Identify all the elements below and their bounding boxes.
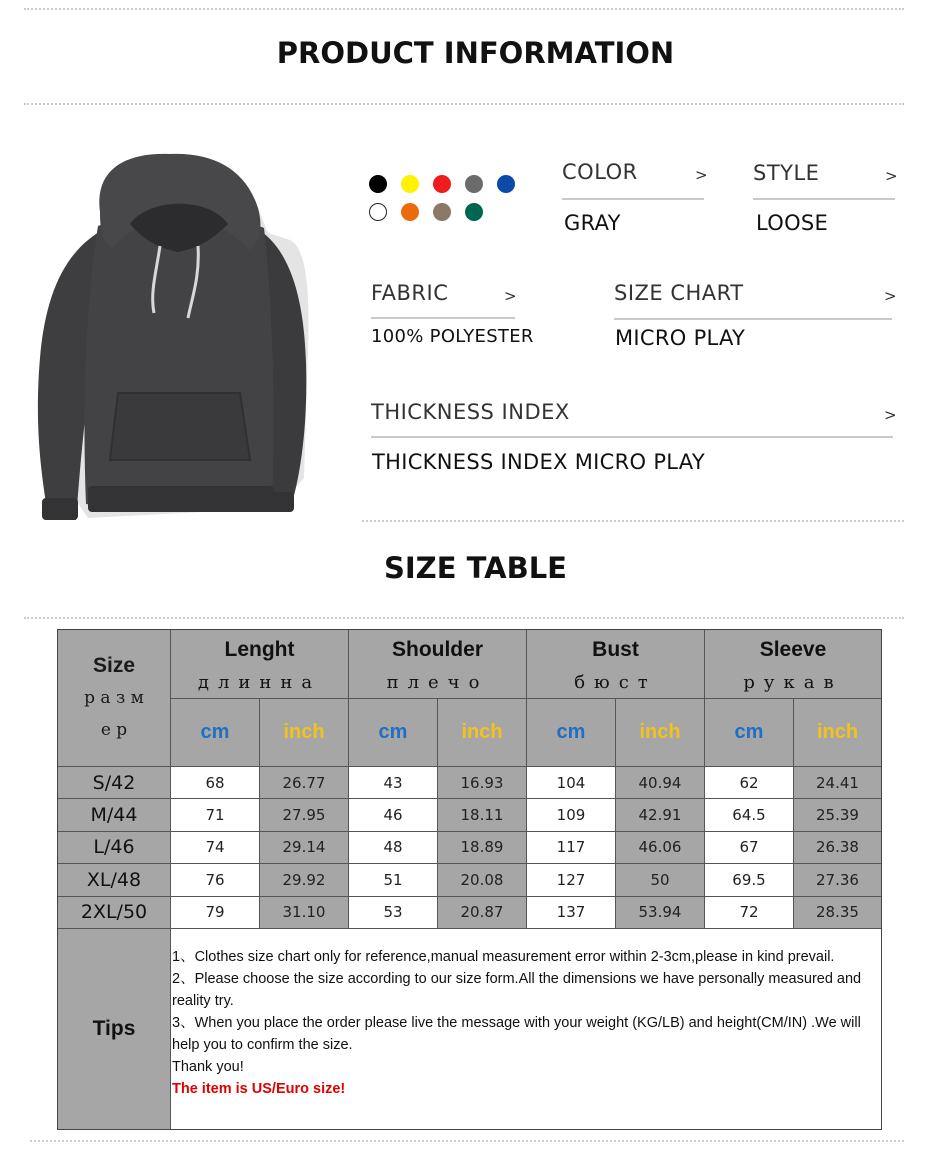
table-cell: 79 xyxy=(171,897,260,929)
divider xyxy=(753,198,895,200)
table-cell: 20.08 xyxy=(438,864,527,896)
table-cell: 46 xyxy=(349,799,438,831)
divider xyxy=(24,617,904,619)
chevron-right-icon: > xyxy=(884,287,897,305)
tips-line: Thank you! xyxy=(172,1059,244,1075)
size-table-title: SIZE TABLE xyxy=(384,551,567,585)
swatch-gray[interactable] xyxy=(465,175,483,193)
size-cell: 2XL/50 xyxy=(58,897,171,929)
swatch-brown[interactable] xyxy=(433,203,451,221)
group-header: Lenght длинна xyxy=(171,630,349,699)
group-header: Shoulder плечо xyxy=(349,630,527,699)
table-cell: 62 xyxy=(705,767,794,799)
product-image xyxy=(28,148,318,538)
tips-label: Tips xyxy=(58,929,171,1129)
color-value: GRAY xyxy=(564,211,621,235)
table-cell: 27.36 xyxy=(794,864,881,896)
chevron-right-icon: > xyxy=(884,406,897,424)
table-cell: 68 xyxy=(171,767,260,799)
thickness-label: THICKNESS INDEX xyxy=(371,400,570,424)
table-cell: 25.39 xyxy=(794,799,881,831)
table-cell: 53.94 xyxy=(616,897,705,929)
unit-cm: cm xyxy=(527,699,616,767)
style-label: STYLE xyxy=(753,161,820,185)
size-cell: S/42 xyxy=(58,767,171,799)
swatch-red[interactable] xyxy=(433,175,451,193)
color-label: COLOR xyxy=(562,160,638,184)
table-cell: 18.11 xyxy=(438,799,527,831)
unit-inch: inch xyxy=(616,699,705,767)
table-cell: 117 xyxy=(527,832,616,864)
divider xyxy=(362,520,904,522)
table-cell: 42.91 xyxy=(616,799,705,831)
table-cell: 137 xyxy=(527,897,616,929)
divider xyxy=(614,318,892,320)
table-cell: 26.38 xyxy=(794,832,881,864)
fabric-value: 100% POLYESTER xyxy=(371,326,534,347)
table-cell: 53 xyxy=(349,897,438,929)
size-cell: L/46 xyxy=(58,832,171,864)
table-cell: 18.89 xyxy=(438,832,527,864)
swatch-black[interactable] xyxy=(369,175,387,193)
table-cell: 28.35 xyxy=(794,897,881,929)
divider xyxy=(562,198,704,200)
chevron-right-icon: > xyxy=(885,167,898,185)
table-cell: 69.5 xyxy=(705,864,794,896)
table-cell: 64.5 xyxy=(705,799,794,831)
group-header: Sleeve рукав xyxy=(705,630,881,699)
thickness-value: THICKNESS INDEX MICRO PLAY xyxy=(372,450,705,474)
style-value: LOOSE xyxy=(756,211,829,235)
swatch-orange[interactable] xyxy=(401,203,419,221)
table-cell: 76 xyxy=(171,864,260,896)
hoodie-icon xyxy=(28,148,318,538)
unit-cm: cm xyxy=(349,699,438,767)
table-cell: 67 xyxy=(705,832,794,864)
chevron-right-icon: > xyxy=(504,287,517,305)
table-cell: 26.77 xyxy=(260,767,349,799)
table-cell: 51 xyxy=(349,864,438,896)
table-cell: 29.14 xyxy=(260,832,349,864)
swatch-white[interactable] xyxy=(369,203,387,221)
divider xyxy=(371,436,893,438)
unit-cm: cm xyxy=(705,699,794,767)
tips-line: 2、Please choose the size according to our size form.All the dimensions we have personally measured and reality try. xyxy=(172,971,862,1009)
group-header: Bust бюст xyxy=(527,630,705,699)
table-cell: 104 xyxy=(527,767,616,799)
size-header: Size р а з м е р xyxy=(58,630,171,767)
unit-inch: inch xyxy=(794,699,881,767)
table-cell: 72 xyxy=(705,897,794,929)
table-cell: 16.93 xyxy=(438,767,527,799)
table-cell: 24.41 xyxy=(794,767,881,799)
chevron-right-icon: > xyxy=(695,166,708,184)
divider xyxy=(24,103,904,105)
swatch-yellow[interactable] xyxy=(401,175,419,193)
table-cell: 43 xyxy=(349,767,438,799)
swatch-blue[interactable] xyxy=(497,175,515,193)
size-chart-label: SIZE CHART xyxy=(614,281,744,305)
tips-line: 1、Clothes size chart only for reference,manual measurement error within 2-3cm,please in kind prevail. xyxy=(172,949,835,965)
table-cell: 27.95 xyxy=(260,799,349,831)
table-cell: 40.94 xyxy=(616,767,705,799)
divider xyxy=(24,8,904,10)
unit-inch: inch xyxy=(260,699,349,767)
table-cell: 71 xyxy=(171,799,260,831)
tips-warning: The item is US/Euro size! xyxy=(172,1081,346,1097)
table-cell: 127 xyxy=(527,864,616,896)
tips-line: 3、When you place the order please live the message with your weight (KG/LB) and height(CM/IN) .We will help you to confirm the size. xyxy=(172,1015,861,1053)
table-cell: 20.87 xyxy=(438,897,527,929)
size-cell: M/44 xyxy=(58,799,171,831)
table-cell: 29.92 xyxy=(260,864,349,896)
tips-text xyxy=(172,946,877,1100)
divider xyxy=(30,1140,904,1142)
size-cell: XL/48 xyxy=(58,864,171,896)
table-cell: 50 xyxy=(616,864,705,896)
fabric-label: FABRIC xyxy=(371,281,449,305)
swatch-green[interactable] xyxy=(465,203,483,221)
unit-cm: cm xyxy=(171,699,260,767)
table-cell: 31.10 xyxy=(260,897,349,929)
divider xyxy=(371,317,515,319)
table-cell: 48 xyxy=(349,832,438,864)
page-title: PRODUCT INFORMATION xyxy=(276,36,675,70)
size-chart-value: MICRO PLAY xyxy=(615,326,746,350)
unit-inch: inch xyxy=(438,699,527,767)
table-cell: 74 xyxy=(171,832,260,864)
table-cell: 46.06 xyxy=(616,832,705,864)
table-cell: 109 xyxy=(527,799,616,831)
